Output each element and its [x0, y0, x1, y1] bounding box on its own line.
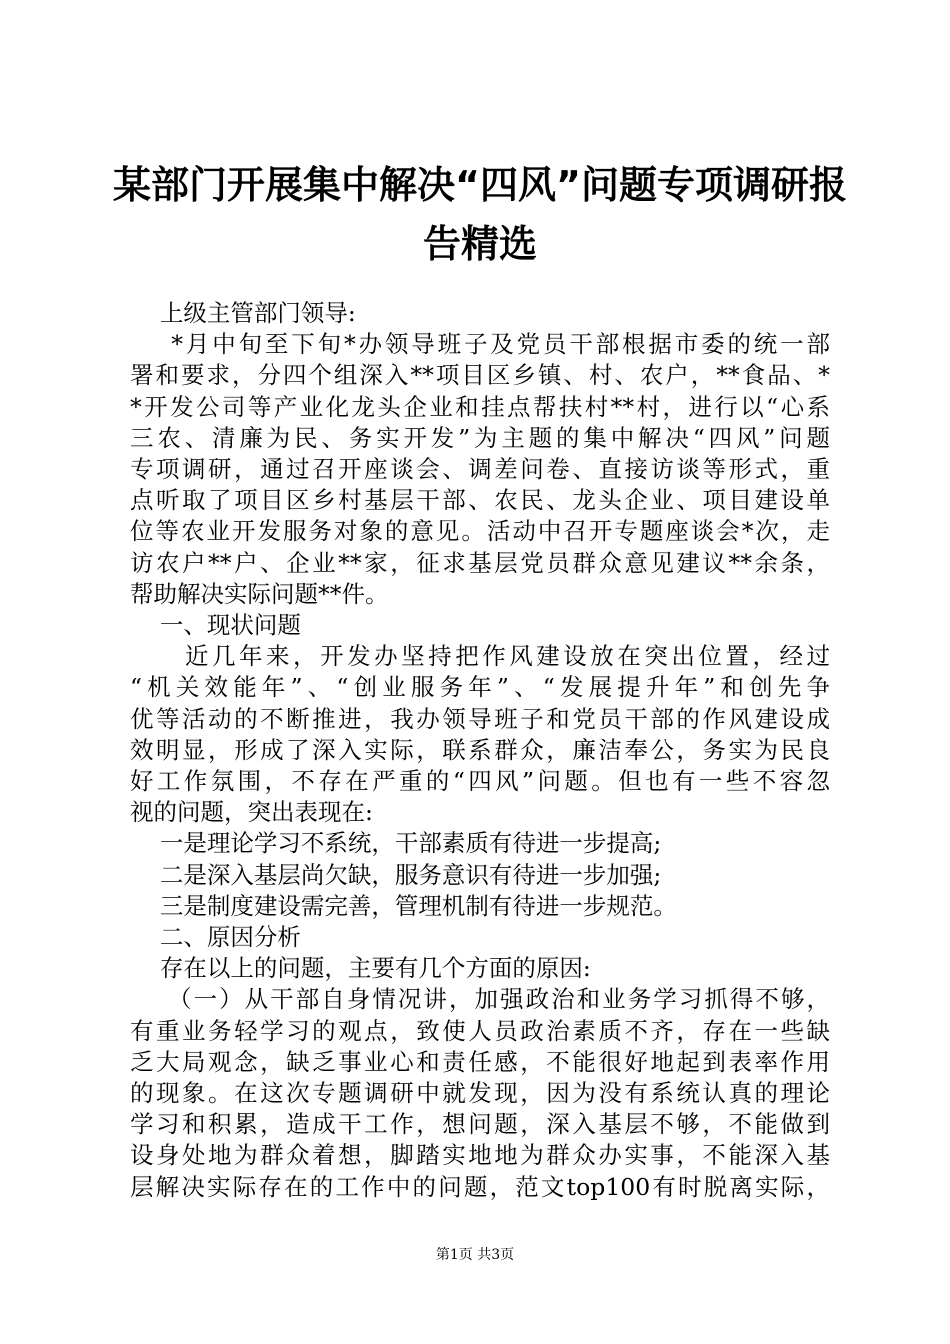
body-line: 二是深入基层尚欠缺，服务意识有待进一步加强;: [130, 860, 662, 889]
body-line: 点听取了项目区乡村基层干部、农民、龙头企业、项目建设单: [130, 486, 830, 515]
body-line: 访农户**户、企业**家，征求基层党员群众意见建议**余条，: [130, 548, 830, 577]
body-line: 存在以上的问题，主要有几个方面的原因:: [130, 954, 591, 983]
body-line: 一是理论学习不系统，干部素质有待进一步提高;: [130, 829, 662, 858]
document-title-line-2: 告精选: [422, 222, 537, 266]
body-line: 近几年来，开发办坚持把作风建设放在突出位置，经过: [130, 642, 830, 671]
body-line: 的现象。在这次专题调研中就发现，因为没有系统认真的理论: [130, 1079, 830, 1107]
body-line: “机关效能年”、“创业服务年”、“发展提升年”和创先争: [130, 673, 830, 702]
body-line: （一）从干部自身情况讲，加强政治和业务学习抓得不够，: [130, 985, 830, 1014]
body-line: 一、现状问题: [130, 611, 301, 639]
body-line: 专项调研，通过召开座谈会、调差问卷、直接访谈等形式，重: [130, 455, 830, 483]
body-line: 三是制度建设需完善，管理机制有待进一步规范。: [130, 891, 677, 920]
body-line: 帮助解决实际问题**件。: [130, 579, 389, 608]
body-line: 二、原因分析: [130, 923, 301, 951]
body-line: 层解决实际存在的工作中的问题，范文top100有时脱离实际，: [130, 1172, 830, 1201]
page-footer: 第1页 共3页: [435, 1247, 515, 1263]
body-line: 视的问题，突出表现在:: [130, 798, 373, 827]
body-line: 优等活动的不断推进，我办领导班子和党员干部的作风建设成: [130, 704, 830, 733]
body-line: 设身处地为群众着想，脚踏实地地为群众办实事，不能深入基: [130, 1141, 830, 1170]
body-line: 有重业务轻学习的观点，致使人员政治素质不齐，存在一些缺: [130, 1016, 830, 1045]
body-line: 乏大局观念，缺乏事业心和责任感，不能很好地起到表率作用: [130, 1047, 830, 1076]
body-line: 三农、清廉为民、务实开发”为主题的集中解决“四风”问题: [130, 423, 830, 452]
body-line: *月中旬至下旬*办领导班子及党员干部根据市委的统一部: [130, 330, 830, 359]
body-line: 位等农业开发服务对象的意见。活动中召开专题座谈会*次，走: [130, 517, 830, 546]
body-line: 效明显，形成了深入实际，联系群众，廉洁奉公，务实为民良: [130, 735, 830, 764]
body-line: 好工作氛围，不存在严重的“四风”问题。但也有一些不容忽: [130, 767, 830, 795]
body-line: 学习和积累，造成干工作，想问题，深入基层不够，不能做到: [130, 1110, 830, 1139]
body-line: 署和要求，分四个组深入**项目区乡镇、村、农户，**食品、*: [130, 361, 830, 390]
document-title-line-1: 某部门开展集中解决“四风”问题专项调研报: [113, 163, 847, 207]
body-line: 上级主管部门领导:: [130, 299, 356, 327]
body-line: *开发公司等产业化龙头企业和挂点帮扶村**村，进行以“心系: [130, 392, 830, 421]
